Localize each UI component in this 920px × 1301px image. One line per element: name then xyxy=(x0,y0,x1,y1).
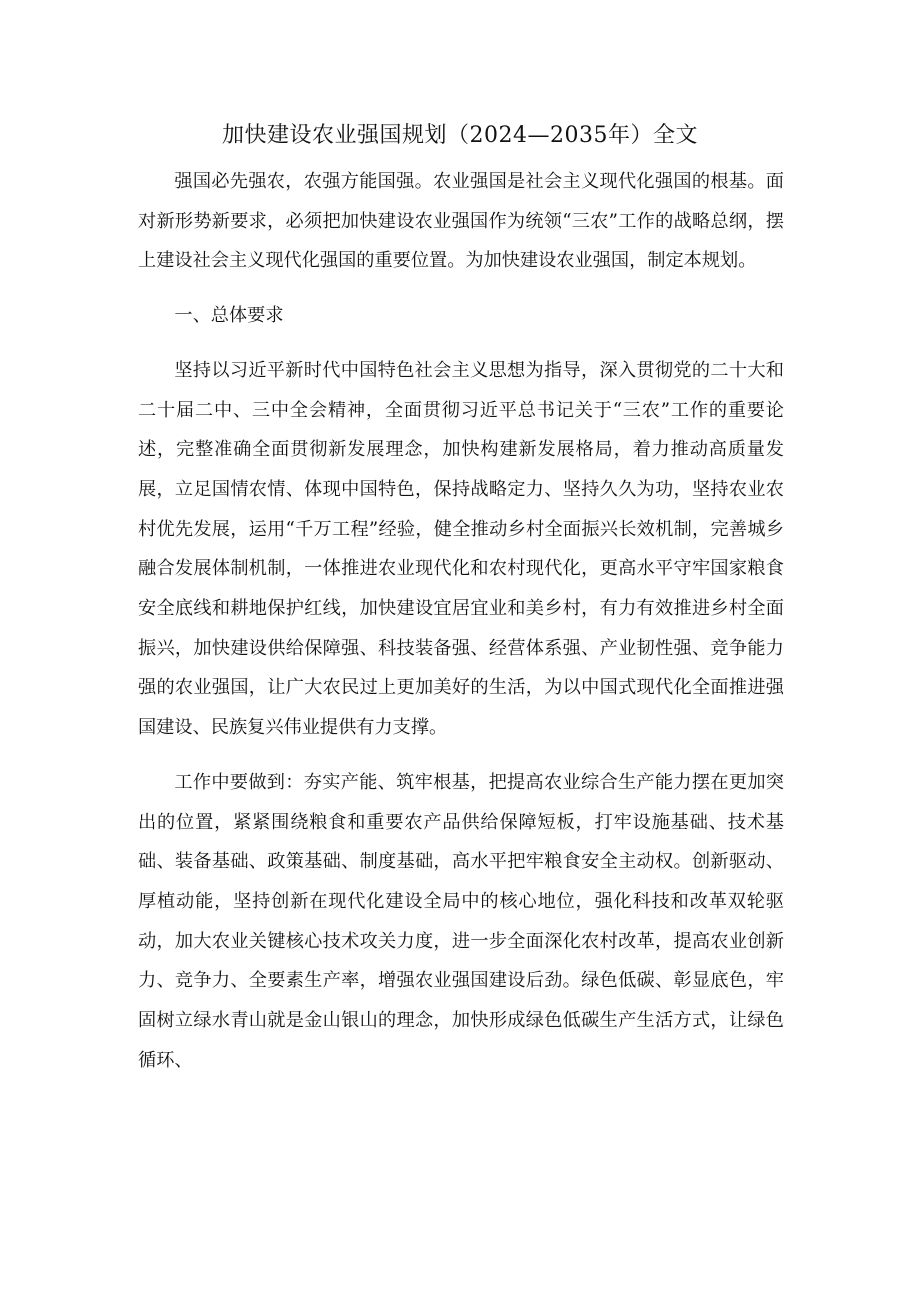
document-body xyxy=(138,162,784,1095)
work-requirements-paragraph: 工作中要做到：夯实产能、筑牢根基，把提高农业综合生产能力摆在更加突出的位置，紧紧围绕粮食和重要农产品供给保障短板，打牢设施基础、技术基础、装备基础、政策基础、制度基础，高水平把牢粮食安全主动权。创新驱动、厚植动能，坚持创新在现代化建设全局中的核心地位，强化科技和改革双轮驱动，加大农业关键核心技术攻关力度，进一步全面深化农村改革，提高农业创新力、竞争力、全要素生产率，增强农业强国建设后劲。绿色低碳、彰显底色，牢固树立绿水青山就是金山银山的理念，加快形成绿色低碳生产生活方式，让绿色循环、 xyxy=(138,771,784,1071)
document-title: 加快建设农业强国规划（2024—2035年）全文 xyxy=(222,123,698,148)
section-heading-overall-requirements: 一、总体要求 xyxy=(174,305,284,327)
guiding-principles-paragraph: 坚持以习近平新时代中国特色社会主义思想为指导，深入贯彻党的二十大和二十届二中、三中全会精神，全面贯彻习近平总书记关于“三农”工作的重要论述，完整准确全面贯彻新发展理念，加快构建新发展格局，着力推动高质量发展，立足国情农情、体现中国特色，保持战略定力、坚持久久为功，坚持农业农村优先发展，运用“千万工程”经验，健全推动乡村全面振兴长效机制，完善城乡融合发展体制机制，一体推进农业现代化和农村现代化，更高水平守牢国家粮食安全底线和耕地保护红线，加快建设宜居宜业和美乡村，有力有效推进乡村全面振兴，加快建设供给保障强、科技装备强、经营体系强、产业韧性强、竞争能力强的农业强国，让广大农民过上更加美好的生活，为以中国式现代化全面推进强国建设、民族复兴伟业提供有力支撑。 xyxy=(138,359,784,739)
intro-paragraph: 强国必先强农，农强方能国强。农业强国是社会主义现代化强国的根基。面对新形势新要求，必须把加快建设农业强国作为统领“三农”工作的战略总纲，摆上建设社会主义现代化强国的重要位置。为加快建设农业强国，制定本规划。 xyxy=(138,171,784,272)
